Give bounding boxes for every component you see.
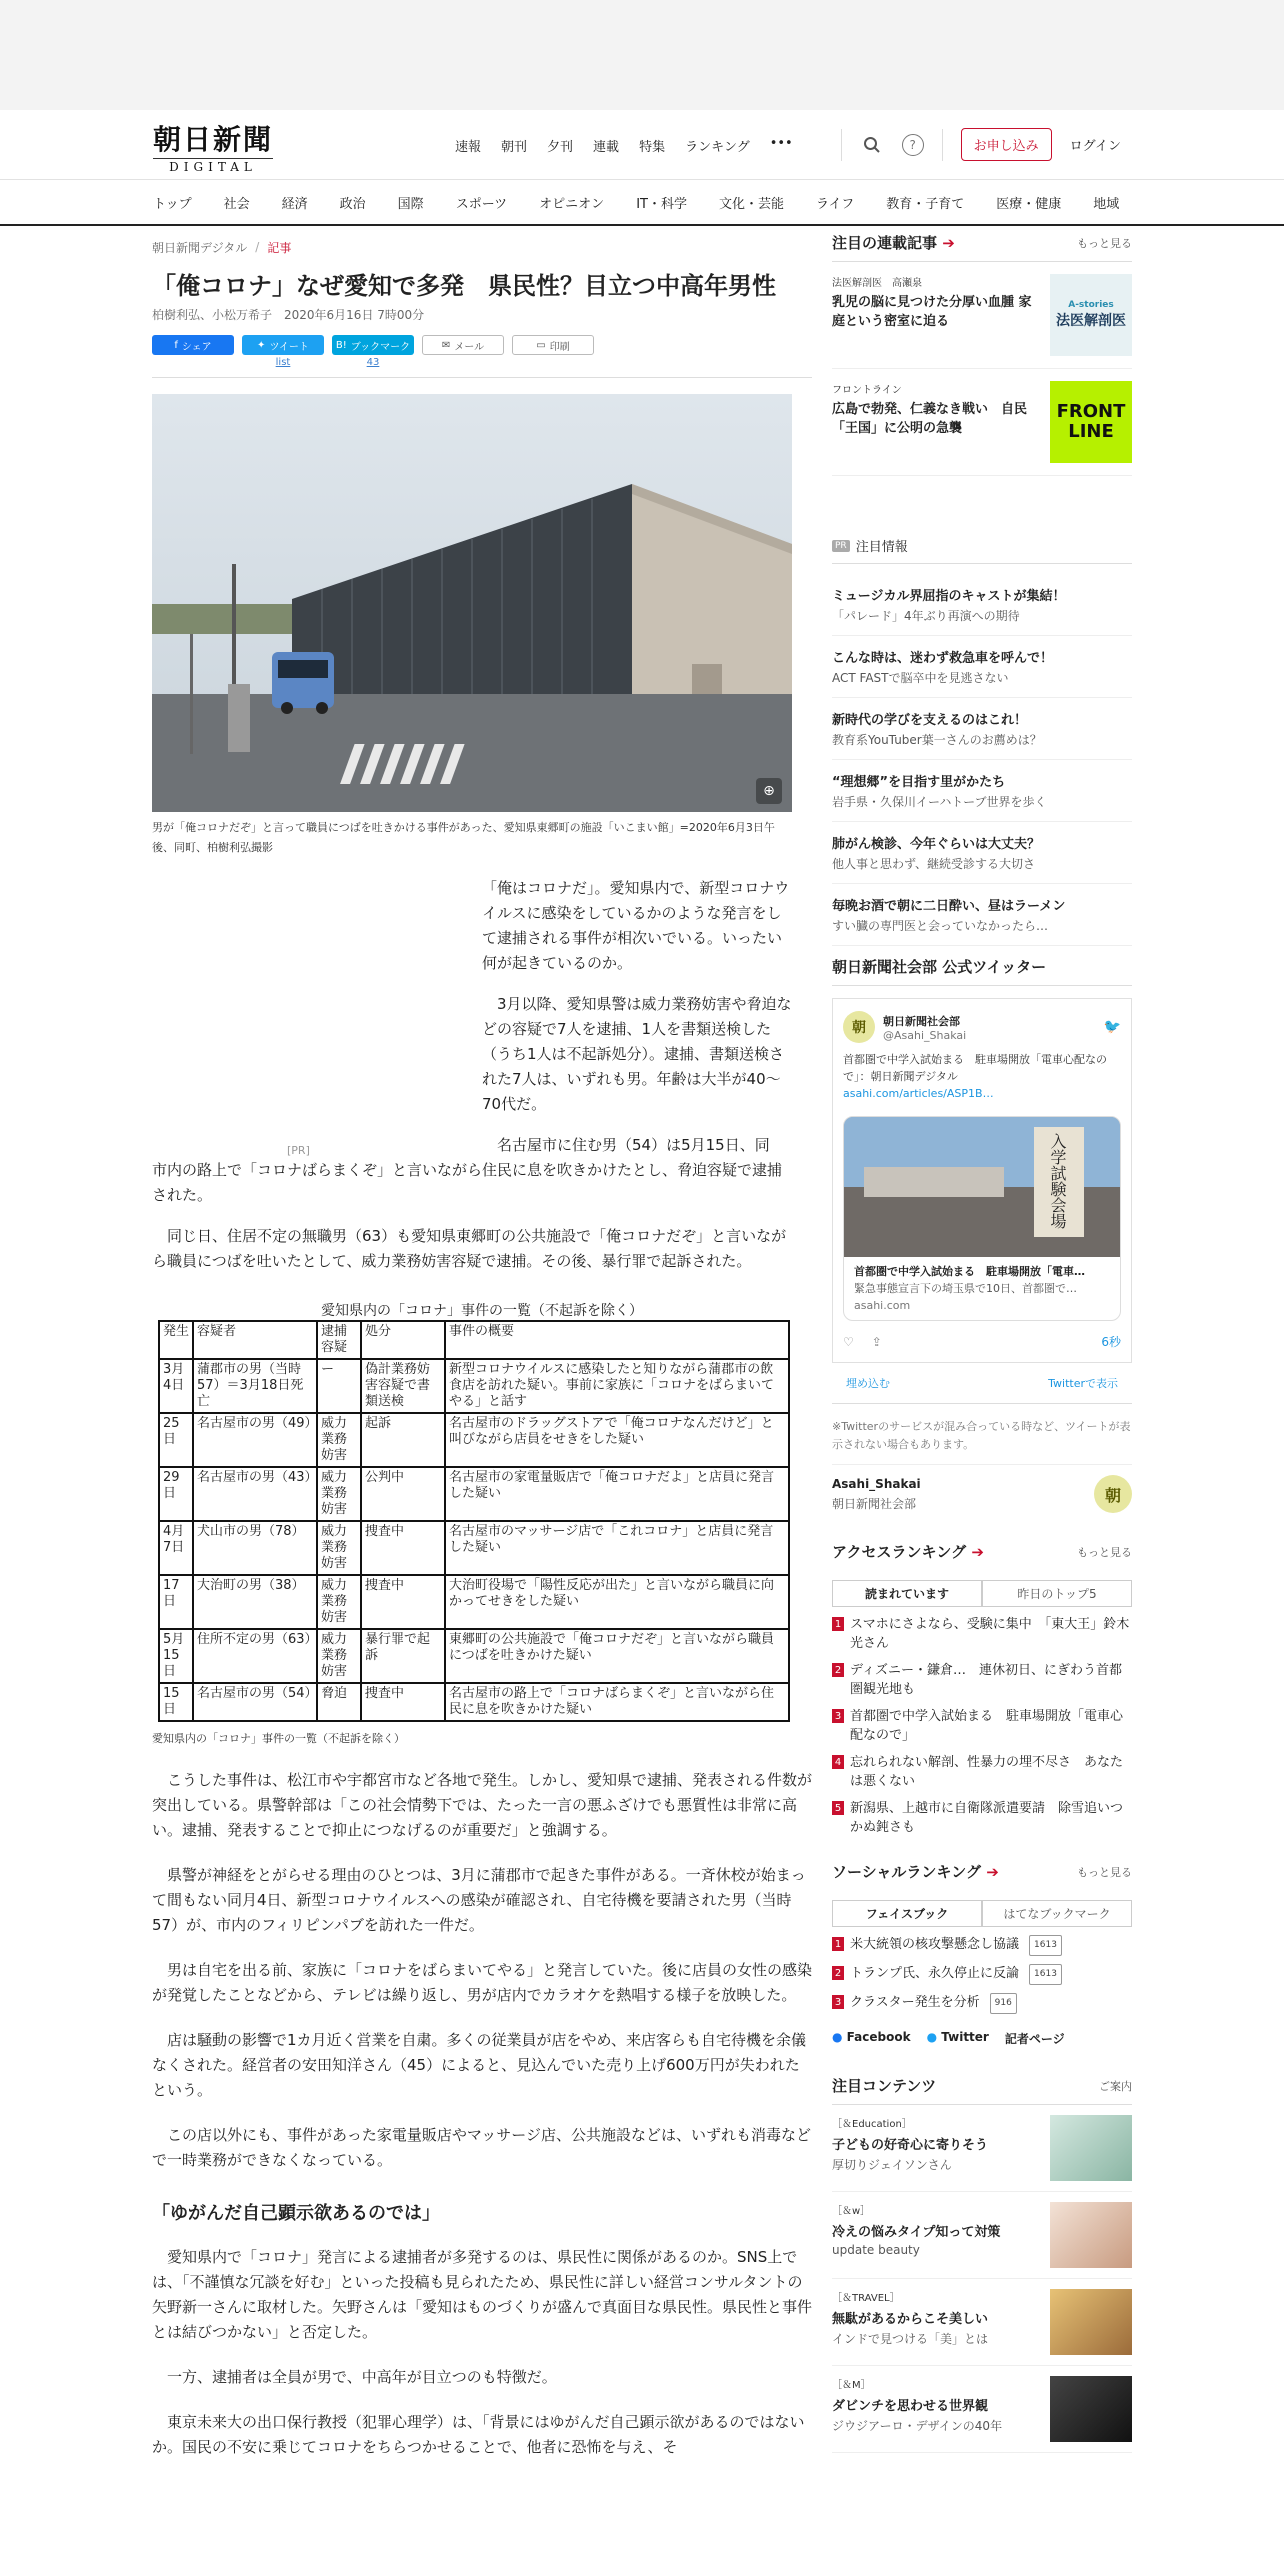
serials-more-link[interactable]: もっと見る [1077,236,1132,250]
more-menu-icon[interactable]: ••• [769,136,793,151]
contents-guide-link[interactable]: ご案内 [1099,2079,1132,2093]
featured-contents-title: 注目コンテンツ [832,2077,937,2095]
tweet-time[interactable]: 6秒 [1101,1335,1121,1349]
ranking-item[interactable]: 3 首都圏で中学入試始まる 駐車場開放「電車心配なので」 [832,1707,1132,1745]
access-ranking-title[interactable]: アクセスランキング [832,1543,967,1561]
tweet-card-image: 入学試験会場 [844,1117,1120,1257]
account-name[interactable]: Asahi_Shakai [832,1476,921,1491]
table-caption: 愛知県内の「コロナ」事件の一覧（不起訴を除く） [152,1732,405,1745]
featured-contents-header [832,2075,1132,2105]
view-on-twitter-link[interactable]: Twitterで表示 [1048,1377,1118,1390]
secnav-item[interactable]: 政治 [339,196,366,212]
notice-item[interactable]: “理想郷”を目指す里がかたち 岩手県・久保川イーハトーブ世界を歩く [832,760,1132,822]
ranking-item[interactable]: 1 米大統領の核攻撃懸念し協議 1613 [832,1935,1132,1956]
social-ranking-header [832,1861,1132,1890]
secnav-item[interactable]: 地域 [1093,196,1120,212]
table-title: 愛知県内の「コロナ」事件の一覧（不起訴を除く） [321,1303,643,1319]
secnav-item[interactable]: 医療・健康 [996,196,1062,212]
secnav-item[interactable]: 国際 [397,196,424,212]
access-ranking-list [832,1615,1132,1837]
table-row: 3月4日 蒲郡市の男（当時57）＝3月18日死亡 ー 偽計業務妨害容疑で書類送検 新型コロナウイルスに感染したと知りながら蒲郡市の飲食店を訪れた疑い。事前に家族に「コロナをばらまいてやる」と話す [159,1359,789,1413]
zoom-icon[interactable]: ⊕ [756,778,782,804]
secnav-item[interactable]: IT・科学 [636,196,687,212]
arrow-right-icon: ➔ [942,234,955,252]
paragraph: 市内の路上で「コロナばらまくぞ」と言いながら住民に息を吹きかけたとし、脅迫容疑で逮捕された。 [152,1161,783,1204]
notice-item[interactable]: こんな時は、迷わず救急車を呼んで！ ACT FASTで脳卒中を見逃さない [832,636,1132,698]
paragraph: 一方、逮捕者は全員が男で、中高年が目立つのも特徴だ。 [167,2368,557,2386]
tweet-text: 首都圏で中学入試始まる 駐車場開放「電車心配なので」：朝日新聞デジタル [843,1053,1107,1083]
article-body [152,992,812,1274]
notice-list [832,574,1132,946]
secnav-item[interactable]: 文化・芸能 [718,196,784,212]
serial-item[interactable]: 法医解剖医 高瀬泉 乳児の脳に見つけた分厚い血腫 家庭という密室に迫る A-stories 法医解剖医 [832,262,1132,369]
article-column [152,232,812,2460]
facebook-share-button[interactable]: f シェア [152,335,234,355]
breadcrumb-home[interactable]: 朝日新聞デジタル [152,240,248,255]
nav-evening[interactable]: 夕刊 [547,140,574,155]
notice-title: 注目情報 [855,540,908,555]
tweet-card-desc: 緊急事態宣言下の埼玉県で10日、首都圏で… [854,1282,1077,1295]
search-icon[interactable] [860,133,884,157]
breadcrumb [152,232,812,262]
byline: 柏樹利弘、小松万希子 2020年6月16日 7時00分 [152,308,425,322]
facebook-link[interactable]: ● Facebook [832,2030,911,2044]
paragraph: 東京未来大の出口保行教授（犯罪心理学）は、「背景にはゆがんだ自己顕示欲があるのではないか。国民の不安に乗じてコロナをちらつかせることで、他者に恐怖を与え、そ [152,2413,805,2456]
pr-badge: PR [832,540,850,552]
table-row: 4月7日 犬山市の男（78） 威力業務妨害 捜査中 名古屋市のマッサージ店で「これコロナ」と店員に発言した疑い [159,1521,789,1575]
table-header: 処分 [361,1321,445,1359]
avatar[interactable]: 朝 [843,1011,875,1043]
social-more-link[interactable]: もっと見る [1077,1865,1132,1879]
twitter-bird-icon[interactable]: 🐦 [1103,1019,1121,1035]
ranking-item[interactable]: 1 スマホにさよなら、受験に集中 「東大王」鈴木光さん [832,1615,1132,1653]
paragraph: 愛知県内で「コロナ」発言による逮捕者が多発するのは、県民性に関係があるのか。SNS上では、「不謹慎な冗談を好む」といった投稿も見られたため、県民性に詳しい経営コンサルタントの矢野新一さんに取材した。矢野さんは「愛知はものづくりが盛んで真面目な県民性。県民性と事件とは結びつかない」と否定した。 [152,2248,813,2341]
photo-caption: 男が「俺コロナだぞ」と言って職員につばを吐きかける事件があった、愛知県東郷町の施設「いこまい館」=2020年6月3日午後、同町、柏樹利弘撮影 [152,821,775,854]
serial-item[interactable]: フロントライン 広島で勃発、仁義なき戦い 自民「王国」に公明の急襲 FRONT LINE [832,369,1132,476]
mail-icon: ✉ [441,339,451,351]
account-sub: 朝日新聞社会部 [832,1496,917,1511]
table-header: 発生 [159,1321,193,1359]
social-ranking-title[interactable]: ソーシャルランキング [832,1863,981,1881]
table-row: 5月15日 住所不定の男（63） 威力業務妨害 暴行罪で起訴 東郷町の公共施設で「俺コロナだぞ」と言いながら職員につばを吐きかけた疑い [159,1629,789,1683]
notice-item[interactable]: ミュージカル界屈指のキャストが集結！ 「パレード」4年ぶり再演への期待 [832,574,1132,636]
notice-item[interactable]: 毎晩お酒で朝に二日酔い、昼はラーメン すい臓の専門医と会っていなかったら… [832,884,1132,946]
nav-serial[interactable]: 連載 [593,140,620,155]
paragraph: こうした事件は、松江市や宇都宮市など各地で発生。しかし、愛知県で逮捕、発表される件数が突出している。県警幹部は「この社会情勢下では、たった一言の悪ふざけでも悪質性は非常に高い。逮捕、発表することで抑止につなげるのが重要だ」と強調する。 [152,1771,813,1839]
twitter-icon: ● [926,2030,938,2044]
login-link[interactable]: ログイン [1069,139,1121,154]
content-thumbnail [1050,2376,1132,2442]
twitter-note: ※Twitterのサービスが混み合っている時など、ツイートが表示されない場合もあります。 [832,1420,1131,1451]
table-row: 29日 名古屋市の男（43） 威力業務妨害 公判中 名古屋市の家電量販店で「俺コロナだよ」と店員に発言した疑い [159,1467,789,1521]
twitter-link[interactable]: ● Twitter [926,2030,989,2044]
divider [152,377,812,378]
serial-thumbnail: A-stories 法医解剖医 [1050,274,1132,356]
tweet-handle[interactable]: @Asahi_Shakai [883,1028,967,1042]
tweet-author[interactable]: 朝日新聞社会部 [883,1014,960,1028]
header-divider [942,129,943,161]
table-header: 逮捕容疑 [317,1321,361,1359]
access-tabs [832,1580,1132,1607]
secnav-item[interactable]: トップ [153,196,192,212]
tab-hatena[interactable]: はてなブックマーク [982,1900,1132,1926]
paragraph: 名古屋市に住む男（54）は5月15日、同 [497,1136,770,1154]
breadcrumb-separator-icon: / [255,240,260,254]
ranking-item[interactable]: 3 クラスター発生を分析 916 [832,1993,1132,2014]
secnav-item[interactable]: オピニオン [539,196,605,212]
tweet-link[interactable]: asahi.com/articles/ASP1B… [843,1087,994,1100]
secnav-item[interactable]: ライフ [815,196,855,212]
subscribe-button[interactable]: お申し込み [961,128,1052,161]
table-row: 15日 名古屋市の男（54） 脅迫 捜査中 名古屋市の路上で「コロナばらまくぞ」と言いながら住民に息を吹きかけた疑い [159,1683,789,1721]
arrow-right-icon: ➔ [971,1543,984,1561]
lede-paragraph: 「俺はコロナだ」。愛知県内で、新型コロナウイルスに感染をしているかのような発言をして逮捕される事件が相次いでいる。いったい何が起きているのか。 [482,879,790,972]
header-divider [841,129,842,161]
secnav-item[interactable]: 経済 [281,196,308,212]
tweet-count[interactable]: list [275,357,291,368]
tweet-card-title: 首都圏で中学入試始まる 駐車場開放「電車… [854,1265,1085,1278]
ranking-item[interactable]: 2 トランプ氏、永久停止に反論 1613 [832,1964,1132,1985]
serial-thumbnail: FRONT LINE [1050,381,1132,463]
content-thumbnail [1050,2202,1132,2268]
account-avatar[interactable]: 朝 [1094,1475,1132,1513]
arrow-right-icon: ➔ [986,1863,999,1881]
hatena-bookmark-button[interactable]: B! ブックマーク 43 [332,335,414,355]
sidebar [832,232,1132,2453]
ranking-item[interactable]: 4 忘れられない解剖、性暴力の埋不尽さ あなたは悪くない [832,1753,1132,1791]
nav-ranking[interactable]: ランキング [685,140,750,155]
content-item[interactable]: ［＆Education］ 子どもの好奇心に寄りそう 厚切りジェイソンさん [832,2105,1132,2192]
paragraph: 男は自宅を出る前、家族に「コロナをばらまいてやる」と発言していた。後に店員の女性の感染が発覚したことなどから、テレビは繰り返し、男が店内でカラオケを熱唱する様子を放映した。 [152,1961,813,2004]
paragraph: この店以外にも、事件があった家電量販店やマッサージ店、公共施設などは、いずれも消毒などで一時業務ができなくなっている。 [152,2126,811,2169]
secnav-item[interactable]: スポーツ [455,196,508,212]
tab-most-read[interactable]: 読まれています [832,1580,982,1606]
table-header-row [159,1321,789,1359]
table-header: 容疑者 [193,1321,317,1359]
help-icon[interactable]: ? [902,134,924,156]
secnav-item[interactable]: 社会 [223,196,250,212]
serials-header [832,232,1132,262]
twitter-icon: ✦ [257,339,266,351]
tab-yesterday-top5[interactable]: 昨日のトップ5 [982,1580,1132,1606]
bookmark-count[interactable]: 43 [366,357,380,368]
article-title: 「俺コロナ」なぜ愛知で多発 県民性？目立つ中高年男性 [152,272,776,300]
hatena-icon: B! [335,339,347,351]
print-button[interactable]: ▭ 印刷 [512,335,594,355]
nav-special[interactable]: 特集 [639,140,666,155]
notice-item[interactable]: 肺がん検診、今年ぐらいは大丈夫？ 他人事と思わず、継続受診する大切さ [832,822,1132,884]
article-body-continued [152,1768,812,2173]
table-header: 事件の概要 [445,1321,789,1359]
tweet-card[interactable] [843,1116,1121,1321]
tweet-button[interactable]: ✦ ツイート list [242,335,324,355]
article-photo[interactable] [152,394,792,812]
ranking-item[interactable]: 5 新潟県、上越市に自衛隊派遣要請 除雪追いつかぬ鈍さも [832,1799,1132,1837]
social-tabs [832,1900,1132,1927]
section-heading: 「ゆがんだ自己顕示欲あるのでは」 [152,2203,440,2224]
printer-icon: ▭ [536,339,546,351]
breadcrumb-current: 記事 [267,240,292,255]
incident-table[interactable] [158,1320,790,1722]
paragraph: 店は騒動の影響で1カ月近く営業を自粛。多くの従業員が店をやめ、来店客らも自宅待機を余儀なくされた。経営者の安田知洋さん（45）によると、見込んでいた売り上げ600万円が失われたという。 [152,2031,806,2099]
content-thumbnail [1050,2289,1132,2355]
social-ranking-list [832,1935,1132,2014]
top-ad-space [0,0,1284,110]
embedded-tweet[interactable] [832,998,1132,1363]
table-row: 25日 名古屋市の男（49） 威力業務妨害 起訴 名古屋市のドラッグストアで「俺コロナなんだけど」と叫びながら店員をせきをした疑い [159,1413,789,1467]
twitter-title: 朝日新聞社会部 公式ツイッター [832,958,1047,976]
like-icon[interactable]: ♡ [843,1334,854,1349]
share-bar [152,335,812,369]
reporter-page-link[interactable]: 記者ページ [1004,2032,1065,2046]
nav-morning[interactable]: 朝刊 [501,140,528,155]
content-item[interactable]: ［＆w］ 冷えの悩みタイプ知って対策 update beauty [832,2192,1132,2279]
content-item[interactable]: ［＆M］ ダビンチを思わせる世界観 ジウジアーロ・デザインの40年 [832,2366,1132,2453]
ranking-item[interactable]: 2 ディズニー・鎌倉… 連休初日、にぎわう首都圏観光地も [832,1661,1132,1699]
secnav-item[interactable]: 教育・子育て [886,196,965,212]
paragraph: 3月以降、愛知県警は威力業務妨害や脅迫などの容疑で7人を逮捕、1人を書類送検した（うち1人は不起訴処分）。逮捕、書類送検された7人は、いずれも男。年齢は大半が40～70代だ。 [482,995,792,1113]
mail-button[interactable]: ✉ メール [422,335,504,355]
nav-breaking[interactable]: 速報 [455,140,482,155]
access-more-link[interactable]: もっと見る [1077,1545,1132,1559]
twitter-header [832,956,1132,986]
table-row: 17日 大治町の男（38） 威力業務妨害 捜査中 大治町役場で「陽性反応が出た」と言いながら職員に向かってせきをした疑い [159,1575,789,1629]
serials-title[interactable]: 注目の連載記事 [832,234,938,252]
section-nav [0,180,1284,226]
paragraph: 県警が神経をとがらせる理由のひとつは、3月に蒲郡市で起きた事件がある。一斉休校が始まって間もない同月4日、新型コロナウイルスへの感染が確認され、自宅待機を要請された男（当時57）が、市内のフィリピンパブを訪れた一件だ。 [152,1866,806,1934]
notice-header [832,536,1132,564]
facebook-icon: f [174,339,178,351]
paragraph: 同じ日、住居不定の無職男（63）も愛知県東郷町の公共施設で「俺コロナだぞ」と言いながら職員につばを吐いたとして、威力業務妨害容疑で逮捕。その後、暴行罪で起訴された。 [152,1227,787,1270]
site-header [0,110,1284,180]
article-body-section2 [152,2245,812,2460]
pr-label: [PR] [287,1144,310,1157]
facebook-icon: ● [832,2030,843,2044]
tab-facebook[interactable]: フェイスブック [832,1900,982,1926]
embed-link[interactable]: 埋め込む [846,1377,890,1390]
content-thumbnail [1050,2115,1132,2181]
top-nav [455,136,793,155]
tweet-card-domain: asahi.com [854,1299,911,1312]
share-icon[interactable]: ⇪ [871,1334,882,1349]
access-ranking-header [832,1541,1132,1570]
asahi-logo[interactable]: 朝日新聞 DIGITAL [153,123,274,174]
content-item[interactable]: ［＆TRAVEL］ 無駄があるからこそ美しい インドで見つける「美」とは [832,2279,1132,2366]
notice-item[interactable]: 新時代の学びを支えるのはこれ！ 教育系YouTuber葉一さんのお薦めは？ [832,698,1132,760]
